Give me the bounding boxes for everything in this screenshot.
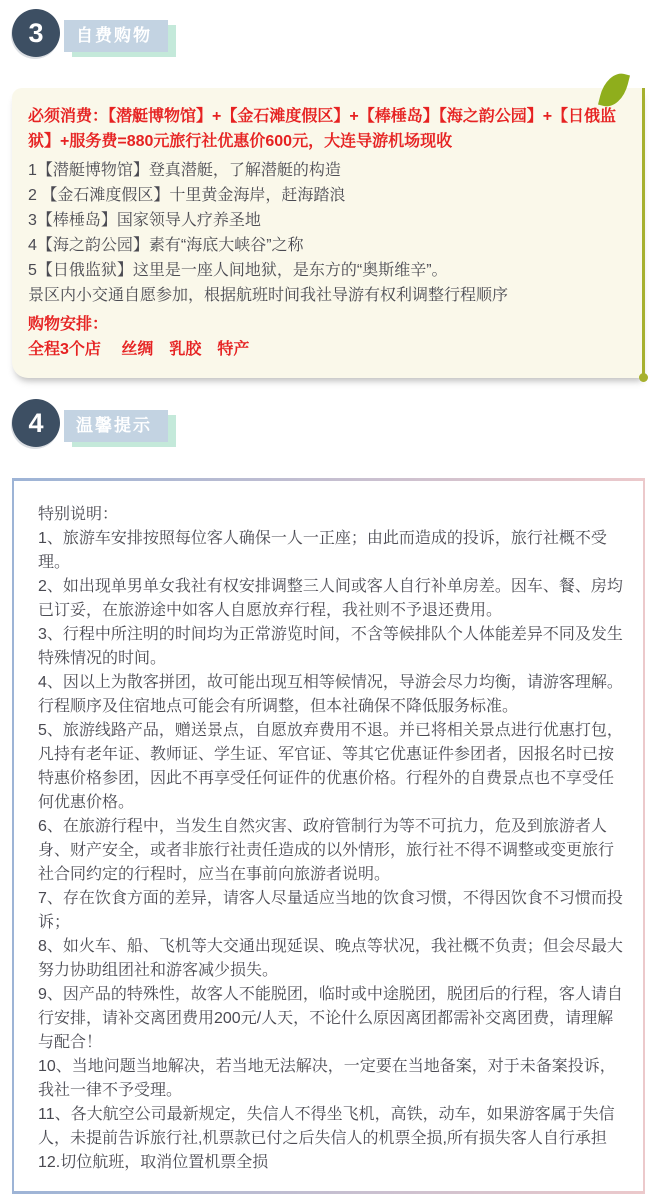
shopping-item-2: 2 【金石滩度假区】十里黄金海岸，赶海踏浪 (28, 187, 346, 204)
shopping-item-3: 3【棒棰岛】国家领导人疗养圣地 (28, 212, 261, 229)
tip-9: 9、因产品的特殊性，故客人不能脱团，临时或中途脱团，脱团后的行程，客人请自行安排，请补交离团费用200元/人天，不论什么原因离团都需补交离团费，请理解与配合！ (38, 986, 623, 1051)
tip-3: 3、行程中所注明的时间均为正常游览时间，不含等候排队个人体能差异不同及发生特殊情况的时间。 (38, 626, 623, 667)
shopping-note: 景区内小交通自愿参加，根据航班时间我社导游有权利调整行程顺序 (28, 287, 509, 304)
shopping-item-1: 1【潜艇博物馆】登真潜艇，了解潜艇的构造 (28, 162, 341, 179)
tips-title: 特别说明： (38, 506, 119, 523)
section-3-header (12, 8, 645, 58)
tip-10: 10、当地问题当地解决，若当地无法解决，一定要在当地备案，对于未备案投诉，我社一律不予受理。 (38, 1058, 616, 1099)
tip-1: 1、旅游车安排按照每位客人确保一人一正座；由此而造成的投诉，旅行社概不受理。 (38, 530, 607, 571)
section-4-label: 温馨提示 (64, 410, 168, 442)
shopping-item-5: 5【日俄监狱】这里是一座人间地狱，是东方的“奥斯维辛”。 (28, 262, 448, 279)
tip-12: 12.切位航班，取消位置机票全损 (38, 1154, 269, 1171)
tip-7: 7、存在饮食方面的差异，请客人尽量适应当地的饮食习惯，不得因饮食不习惯而投诉； (38, 890, 623, 931)
section-3-number-badge: 3 (12, 9, 60, 57)
shopping-arrangement-detail: 全程3个店 丝绸 乳胶 特产 (28, 341, 250, 358)
leaf-dot-icon (639, 373, 648, 382)
tip-6: 6、在旅游行程中，当发生自然灾害、政府管制行为等不可抗力，危及到旅游者人身、财产安全，或者非旅行社责任造成的以外情形，旅行社不得不调整或变更旅行社合同约定的行程时，应当在事前向旅游者说明。 (38, 818, 615, 883)
section-3-label: 自费购物 (64, 20, 168, 52)
section-4-number-badge: 4 (12, 399, 60, 447)
must-buy-headline: 必须消费：【潜艇博物馆】+【金石滩度假区】+【棒棰岛】【海之韵公园】+【日俄监狱】+服务费=880元旅行社优惠价600元，大连导游机场现收 (28, 108, 617, 150)
section-4-header (12, 398, 645, 448)
tip-11: 11、各大航空公司最新规定，失信人不得坐飞机，高铁，动车，如果游客属于失信人，未提前告诉旅行社,机票款已付之后失信人的机票全损,所有损失客人自行承担 (38, 1106, 615, 1147)
shopping-arrangement-title: 购物安排： (28, 316, 109, 333)
tip-8: 8、如火车、船、飞机等大交通出现延误、晚点等状况，我社概不负责；但会尽最大努力协助组团社和游客减少损失。 (38, 938, 623, 979)
tip-2: 2、如出现单男单女我社有权安排调整三人间或客人自行补单房差。因车、餐、房均已订妥，在旅游途中如客人自愿放弃行程，我社则不予退还费用。 (38, 578, 623, 619)
warm-tips-border (12, 478, 645, 1194)
warm-tips-box (14, 481, 643, 1191)
tip-5: 5、旅游线路产品，赠送景点，自愿放弃费用不退。并已将相关景点进行优惠打包，凡持有老年证、教师证、学生证、军官证、等其它优惠证件参团者，因报名时已按特惠价格参团，因此不再享受任何证件的优惠价格。行程外的自费景点也不享受任何优惠价格。 (38, 722, 623, 811)
tip-4: 4、因以上为散客拼团，故可能出现互相等候情况，导游会尽力均衡，请游客理解。行程顺序及住宿地点可能会有所调整，但本社确保不降低服务标准。 (38, 674, 623, 715)
shopping-item-4: 4【海之韵公园】素有“海底大峡谷”之称 (28, 237, 304, 254)
self-pay-shopping-box (12, 88, 645, 378)
